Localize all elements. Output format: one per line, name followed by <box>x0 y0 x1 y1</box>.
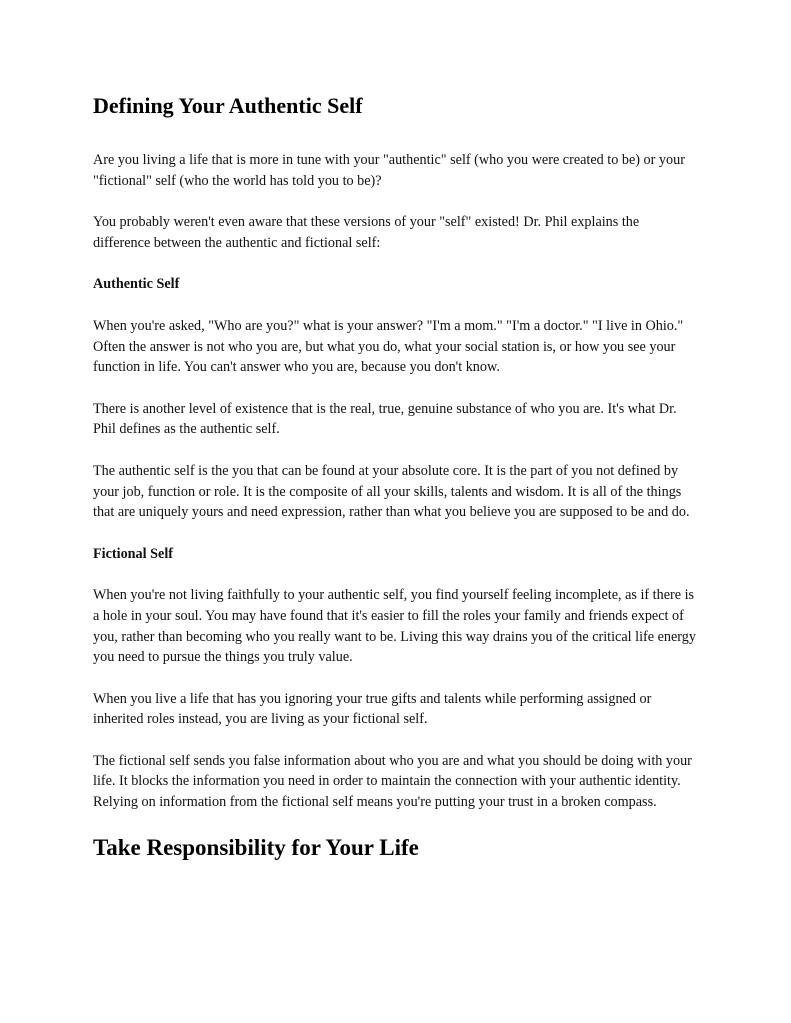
subheading-fictional-self: Fictional Self <box>93 545 173 562</box>
fictional-paragraph-3: The fictional self sends you false information about who you are and what you should be doing with your life. It blocks the information you need in order to maintain the connection with your authentic identity. Relying on information from the fictional self means you're putting your trust in a broken compass. <box>93 752 692 811</box>
intro-paragraph-1: Are you living a life that is more in tune with your "authentic" self (who you were created to be) or your "fictional" self (who the world has told you to be)? <box>93 152 685 189</box>
section-heading-responsibility: Take Responsibility for Your Life <box>93 834 419 860</box>
page-title: Defining Your Authentic Self <box>93 93 363 118</box>
document-page <box>93 92 699 862</box>
fictional-paragraph-2: When you live a life that has you ignoring your true gifts and talents while performing assigned or inherited roles instead, you are living as your fictional self. <box>93 690 652 728</box>
intro-paragraph-2: You probably weren't even aware that these versions of your "self" existed! Dr. Phil explains the difference between the authentic and fictional self: <box>93 214 640 251</box>
subheading-authentic-self: Authentic Self <box>93 276 180 293</box>
authentic-paragraph-3: The authentic self is the you that can be found at your absolute core. It is the part of you not defined by your job, function or role. It is the composite of all your skills, talents and wisdom. It is all of the things that are uniquely yours and need expression, rather than what you believe you are supposed to be and do. <box>93 462 690 521</box>
fictional-paragraph-1: When you're not living faithfully to your authentic self, you find yourself feeling incomplete, as if there is a hole in your soul. You may have found that it's easier to fill the roles your family and friends expect of you, rather than becoming who you really want to be. Living this way drains you of the critical life energy you need to pursue the things you truly value. <box>93 587 696 666</box>
authentic-paragraph-2: There is another level of existence that is the real, true, genuine substance of who you are. It's what Dr. Phil defines as the authentic self. <box>93 400 677 438</box>
authentic-paragraph-1: When you're asked, "Who are you?" what is your answer? "I'm a mom." "I'm a doctor." "I live in Ohio." Often the answer is not who you are, but what you do, what your social station is, or how you see your function in life. You can't answer who you are, because you don't know. <box>93 317 684 376</box>
